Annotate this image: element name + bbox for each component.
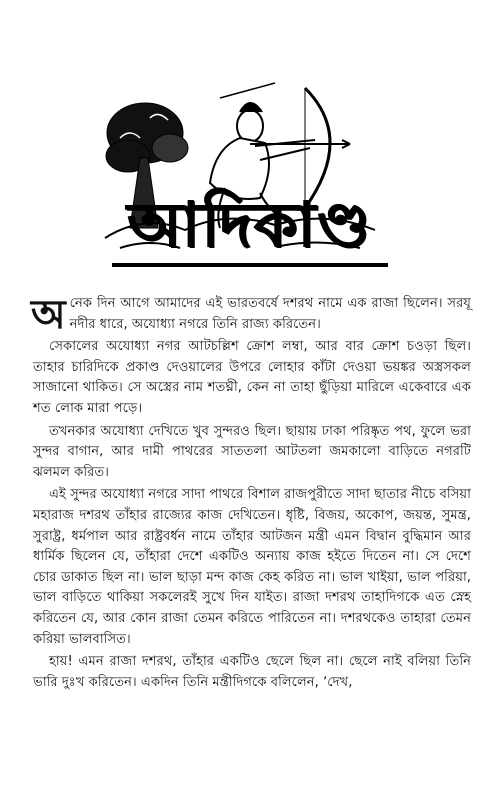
paragraph-2: সেকালের অযোধ্যা নগর আটচল্লিশ ক্রোশ লম্বা, আর বার ক্রোশ চওড়া ছিল। তাহার চারিদিকে প্রকাণ্ড দেওয়ালের উপরে লোহার কাঁটা দেওয়া ভয়ঙ্কর অস্ত্রসকল সাজানো থাকিত। সে অস্ত্রের নাম শতঘ্নী, কেন না তাহা ছুঁড়িয়া মারিলে একেবারে এক শত লোক মারা পড়ে।	[33, 339, 471, 416]
drop-cap: অ	[31, 291, 66, 338]
paragraph-4: এই সুন্দর অযোধ্যা নগরে সাদা পাথরে বিশাল রাজপুরীতে সাদা ছাতার নীচে বসিয়া মহারাজ দশরথ তাঁহার রাজ্যের কাজ দেখিতেন। ধৃষ্টি, বিজয়, অকোপ, জয়ন্ত, সুমন্ত্র, সুরাষ্ট্র, ধর্মপাল আর রাষ্ট্রবর্ধন নামে তাঁহার আটজন মন্ত্রী এমন বিদ্বান বুদ্ধিমান আর ধার্মিক ছিলেন যে, তাঁহারা দেশে একটিও অন্যায় কাজ হইতে দিতেন না। সে দেশে চোর ডাকাত ছিল না। ভাল ছাড়া মন্দ কাজ কেহ করিত না। ভাল খাইয়া, ভাল পরিয়া, ভাল বাড়িতে থাকিয়া সকলেরই সুখে দিন যাইত। রাজা দশরথ তাহাদিগকে এত স্নেহ করিতেন যে, আর কোন রাজা তেমন করিতে পারিতেন না। দশরথকেও তাহারা তেমন করিয়া ভালবাসিত।	[33, 487, 471, 647]
title-underline	[112, 263, 388, 267]
paragraph-3: তখনকার অযোধ্যা দেখিতে খুব সুন্দরও ছিল। ছায়ায় ঢাকা পরিষ্কৃত পথ, ফুলে ভরা সুন্দর বাগান, আর দামী পাথরের সাততলা আটতলা জমকালো বাড়িতে নগরটি ঝলমল করিত।	[33, 423, 471, 480]
chapter-text	[31, 291, 471, 695]
paragraph-5: হায়! এমন রাজা দশরথ, তাঁহার একটিও ছেলে ছিল না। ছেলে নাই বলিয়া তিনি ভারি দুঃখ করিতেন। একদিন তিনি মন্ত্রীদিগকে বলিলেন, ‘দেখ,	[33, 654, 471, 690]
chapter-title: আদিকাণ্ড	[127, 188, 373, 261]
paragraph-1	[31, 291, 471, 338]
paragraph-text: নেক দিন আগে আমাদের এই ভারতবর্ষে দশরথ নামে এক রাজা ছিলেন। সরযূ নদীর ধারে, অযোধ্যা নগরে তিনি রাজ্য করিতেন।	[69, 296, 471, 332]
